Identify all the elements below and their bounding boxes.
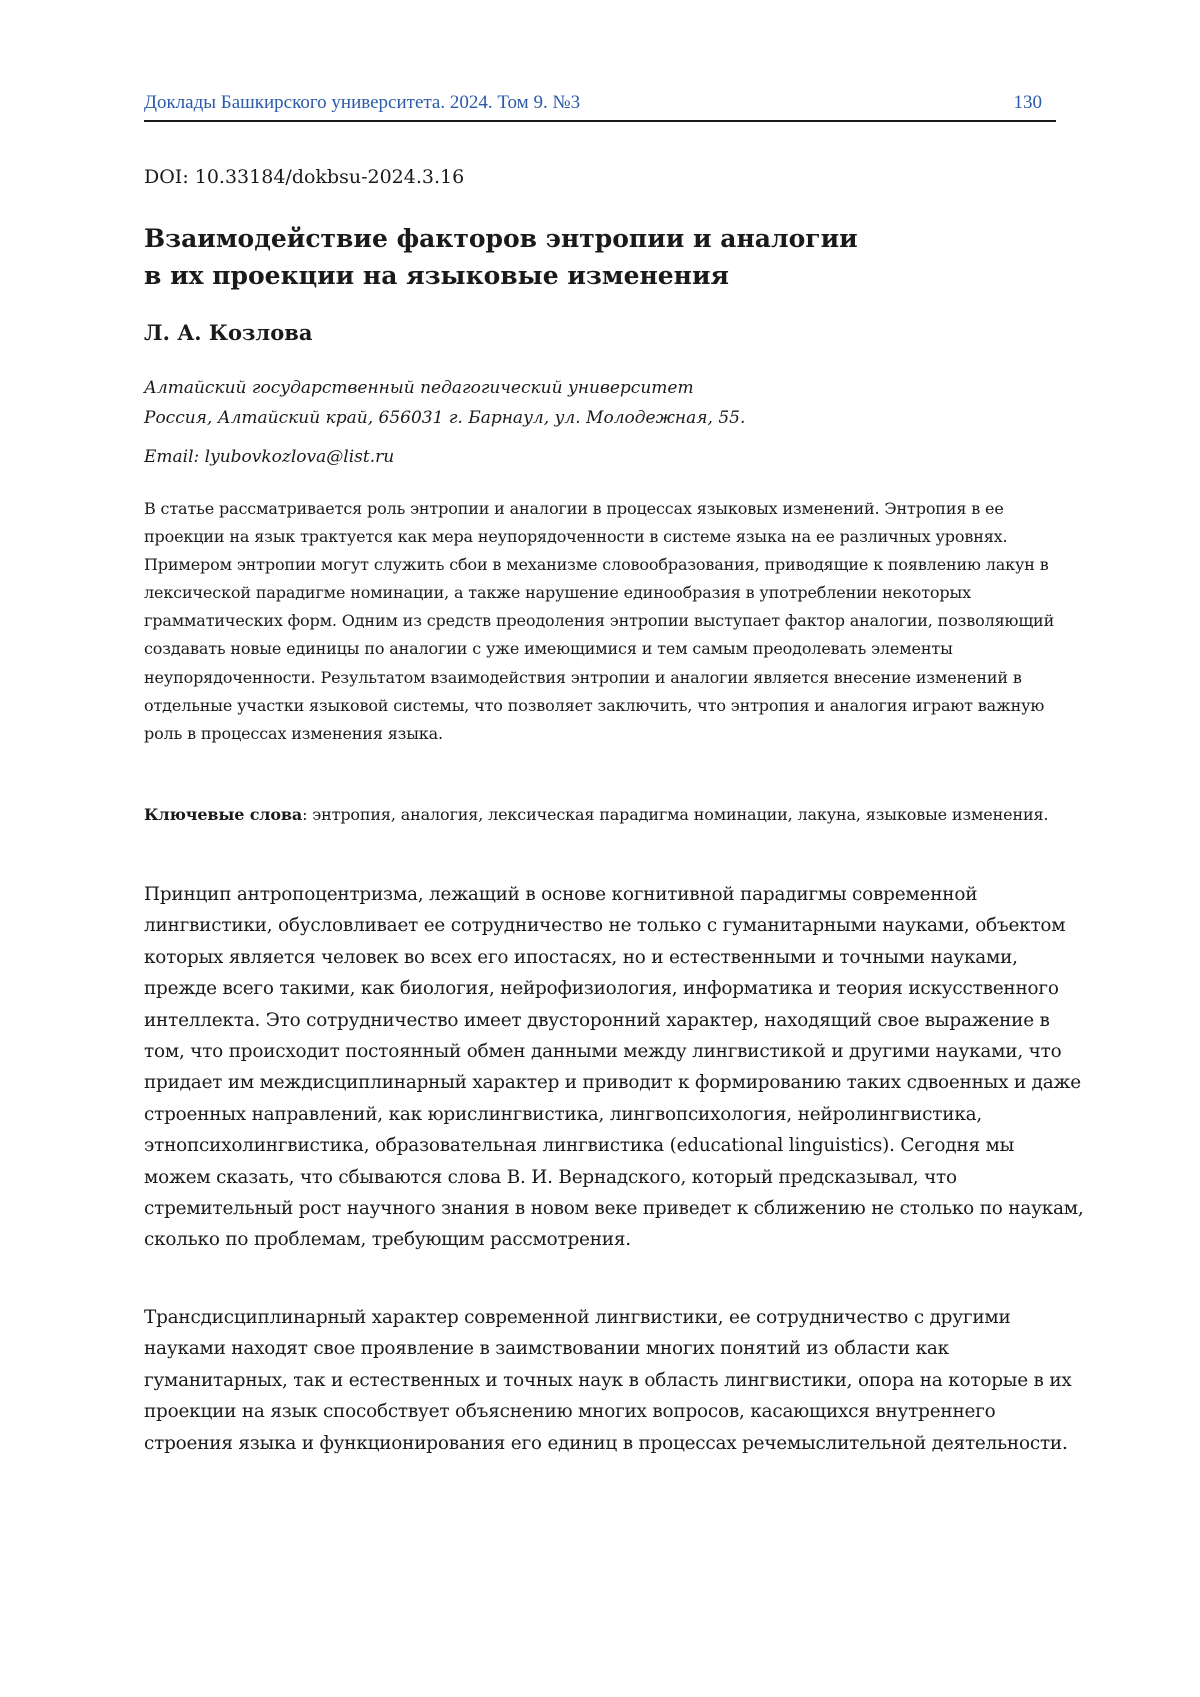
keywords-text: : энтропия, аналогия, лексическая парадигма номинации, лакуна, языковые изменения. (302, 805, 1049, 824)
affiliation (144, 373, 745, 433)
body-paragraph-2: Трансдисциплинарный характер современной лингвистики, ее сотрудничество с другими науками находят свое проявление в заимствовании многих понятий из области как гуманитарных, так и естественных и точных наук в область лингвистики, опора на которые в их проекции на язык способствует объяснению многих вопросов, касающихся внутреннего строения языка и функционирования его единиц в процессах речемыслительной деятельности. (144, 1307, 1072, 1454)
author-email: Email: lyubovkozlova@list.ru (144, 447, 395, 467)
affiliation-address: Россия, Алтайский край, 656031 г. Барнаул, ул. Молодежная, 55. (144, 408, 746, 428)
keywords (144, 801, 1069, 829)
running-header (144, 92, 1056, 122)
doi: DOI: 10.33184/dokbsu-2024.3.16 (144, 166, 465, 188)
page-number: 130 (1013, 92, 1042, 113)
article-title (144, 220, 1044, 294)
affiliation-institution: Алтайский государственный педагогический университет (144, 378, 694, 398)
journal-citation: Доклады Башкирского университета. 2024. Том 9. №3 (144, 92, 581, 113)
title-line-2: в их проекции на языковые изменения (144, 261, 729, 290)
title-line-1: Взаимодействие факторов энтропии и аналогии (144, 224, 858, 253)
author: Л. А. Козлова (144, 320, 313, 345)
abstract: В статье рассматривается роль энтропии и аналогии в процессах языковых изменений. Энтропия в ее проекции на язык трактуется как мера неупорядоченности в системе языка на ее различных уровнях. Примером энтропии могут служить сбои в механизме словообразования, приводящие к появлению лакун в лексической парадигме номинации, а также нарушение единообразия в употреблении некоторых грамматических форм. Одним из средств преодоления энтропии выступает фактор аналогии, позволяющий создавать новые единицы по аналогии с уже имеющимися и тем самым преодолевать элементы неупорядоченности. Результатом взаимодействия энтропии и аналогии является внесение изменений в отдельные участки языковой системы, что позволяет заключить, что энтропия и аналогия играют важную роль в процессах изменения языка. (144, 499, 1055, 743)
body-paragraph-1: Принцип антропоцентризма, лежащий в основе когнитивной парадигмы современной лингвистики, обусловливает ее сотрудничество не только с гуманитарными науками, объектом которых является человек во всех его ипостасях, но и естественными и точными науками, прежде всего такими, как биология, нейрофизиология, информатика и теория искусственного интеллекта. Это сотрудничество имеет двусторонний характер, находящий свое выражение в том, что происходит постоянный обмен данными между лингвистикой и другими науками, что придает им междисциплинарный характер и приводит к формированию таких сдвоенных и даже строенных направлений, как юрислингвистика, лингвопсихология, нейролингвистика, этнопсихолингвистика, образовательная лингвистика (educational linguistics). Сегодня мы можем сказать, что сбываются слова В. И. Вернадского, который предсказывал, что стремительный рост научного знания в новом веке приведет к сближению не столько по наукам, сколько по проблемам, требующим рассмотрения. (144, 884, 1084, 1251)
keywords-label: Ключевые слова (144, 805, 303, 824)
